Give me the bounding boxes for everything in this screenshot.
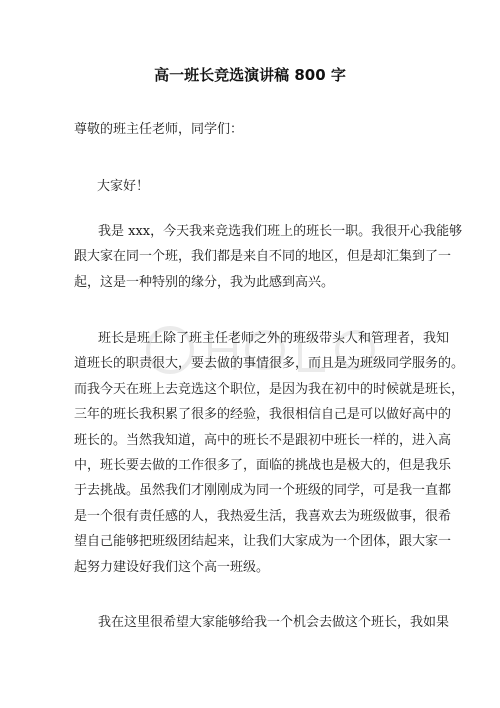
- paragraph-line: 是一个很有责任感的人，我热爱生活，我喜欢去为班级做事，很希: [74, 508, 452, 524]
- salutation: 尊敬的班主任老师，同学们：: [74, 122, 244, 137]
- paragraph-line: 班长的。当然我知道，高中的班长不是跟初中班长一样的，进入高: [74, 432, 452, 448]
- page-title: 高一班长竞选演讲稿 800 字: [154, 66, 346, 84]
- greeting: 大家好！: [97, 179, 150, 194]
- paragraph-line: 班长是班上除了班主任老师之外的班级带头人和管理者，我知: [98, 331, 450, 346]
- paragraph-line: 跟大家在同一个班，我们都是来自不同的地区，但是却汇集到了一: [74, 249, 452, 265]
- paragraph-line: 我是 xxx，今天我来竞选我们班上的班长一职。我很开心我能够: [98, 224, 463, 239]
- paragraph-line: 中，班长要去做的工作很多了，面临的挑战也是极大的，但是我乐: [74, 458, 452, 474]
- paragraph-line: 于去挑战。虽然我们才刚刚成为同一个班级的同学，可是我一直都: [74, 483, 452, 499]
- paragraph-line: 望自己能够把班级团结起来，让我们大家成为一个团体，跟大家一: [74, 534, 452, 550]
- paragraph-request: [74, 610, 450, 635]
- paragraph-qualifications: [74, 326, 465, 580]
- paragraph-line: 起努力建设好我们这个高一班级。: [74, 559, 270, 575]
- paragraph-introduction: [74, 219, 463, 295]
- paragraph-line: 而我今天在班上去竞选这个职位，是因为我在初中的时候就是班长，: [74, 381, 465, 397]
- paragraph-line: 道班长的职责很大，要去做的事情很多，而且是为班级同学服务的。: [74, 356, 465, 372]
- paragraph-line: 我在这里很希望大家能够给我一个机会去做这个班长，我如果: [98, 615, 450, 630]
- paragraph-line: 起，这是一种特别的缘分，我为此感到高兴。: [74, 274, 335, 290]
- paragraph-line: 三年的班长我积累了很多的经验，我很相信自己是可以做好高中的: [74, 407, 452, 423]
